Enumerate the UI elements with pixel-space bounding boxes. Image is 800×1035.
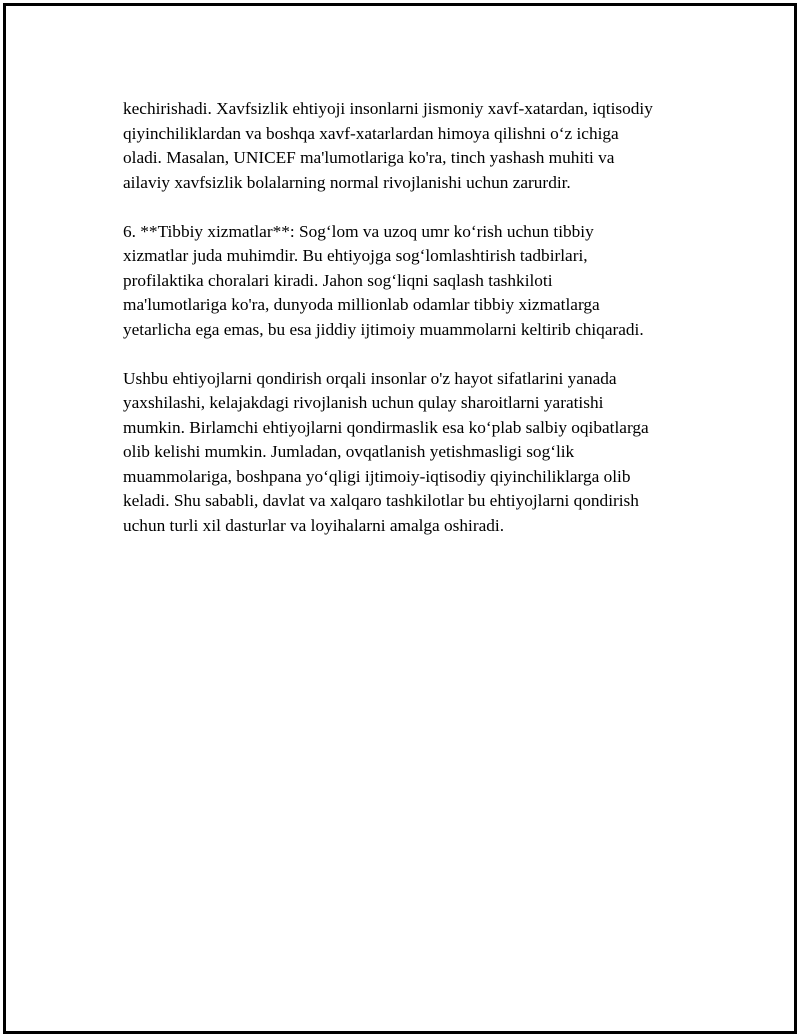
paragraph-conclusion: Ushbu ehtiyojlarni qondirish orqali insonlar o'z hayot sifatlarini yanada yaxshilashi, kelajakdagi rivojlanish uchun qulay sharoitlarni yaratishi mumkin. Birlamchi ehtiyojlarni qondirmaslik esa ko‘plab salbiy oqibatlarga olib kelishi mumkin. Jumladan, ovqatlanish yetishmasligi sog‘lik muammolariga, boshpana yo‘qligi ijtimoiy-iqtisodiy qiyinchiliklarga olib keladi. Shu sababli, davlat va xalqaro tashkilotlar bu ehtiyojlarni qondirish uchun turli xil dasturlar va loyihalarni amalga oshiradi. xyxy=(123,368,649,535)
paragraph-medical-services: 6. **Tibbiy xizmatlar**: Sog‘lom va uzoq umr ko‘rish uchun tibbiy xizmatlar juda muhimdir. Bu ehtiyojga sog‘lomlashtirish tadbirlari, profilaktika choralari kiradi. Jahon sog‘liqni saqlash tashkiloti ma'lumotlariga ko'ra, dunyoda millionlab odamlar tibbiy xizmatlarga yetarlicha ega emas, bu esa jiddiy ijtimoiy muammolarni keltirib chiqaradi. xyxy=(123,221,644,339)
document-body xyxy=(123,97,713,563)
paragraph-security-needs: kechirishadi. Xavfsizlik ehtiyoji insonlarni jismoniy xavf-xatardan, iqtisodiy qiyinchiliklardan va boshqa xavf-xatarlardan himoya qilishni o‘z ichiga oladi. Masalan, UNICEF ma'lumotlariga ko'ra, tinch yashash muhiti va ailaviy xavfsizlik bolalarning normal rivojlanishi uchun zarurdir. xyxy=(123,99,653,192)
page-frame xyxy=(3,3,797,1034)
